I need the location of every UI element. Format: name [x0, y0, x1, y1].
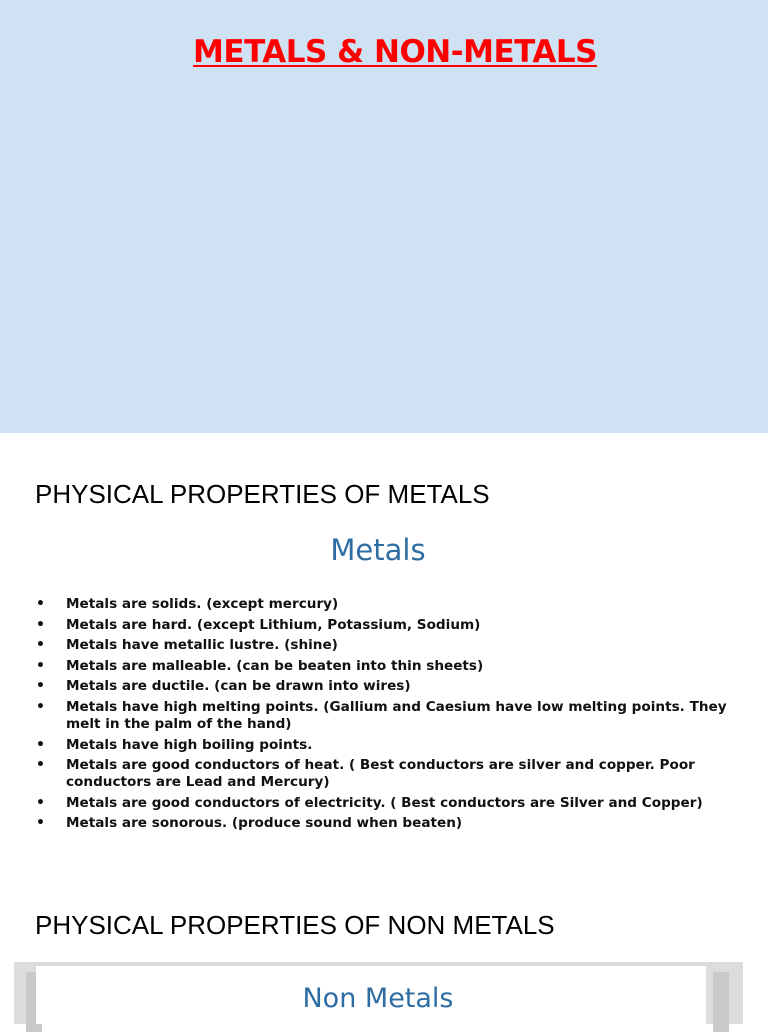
list-item: • Metals are ductile. (can be drawn into wires)	[36, 678, 756, 695]
list-item: • Metals are good conductors of heat. ( Best conductors are silver and copper. Poor conductors are Lead and Mercury)	[36, 757, 756, 791]
metals-section-heading: PHYSICAL PROPERTIES OF METALS	[35, 479, 490, 509]
list-item: • Metals have high boiling points.	[36, 737, 756, 754]
nonmetals-section-heading: PHYSICAL PROPERTIES OF NON METALS	[35, 910, 555, 940]
nonmetals-box-title: Non Metals	[302, 983, 454, 1014]
list-item: • Metals are hard. (except Lithium, Potassium, Sodium)	[36, 617, 756, 634]
list-item: • Metals are solids. (except mercury)	[36, 596, 756, 613]
slide-title: METALS & NON-METALS	[193, 34, 597, 70]
metals-properties-list	[36, 596, 756, 836]
metals-box-title: Metals	[330, 533, 426, 567]
list-item: • Metals are good conductors of electricity. ( Best conductors are Silver and Copper)	[36, 795, 756, 812]
list-item: • Metals are sonorous. (produce sound when beaten)	[36, 815, 756, 832]
list-item: • Metals are malleable. (can be beaten into thin sheets)	[36, 658, 756, 675]
list-item: • Metals have high melting points. (Gallium and Caesium have low melting points. They melt in the palm of the hand)	[36, 699, 756, 733]
title-slide	[0, 0, 768, 433]
list-item: • Metals have metallic lustre. (shine)	[36, 637, 756, 654]
